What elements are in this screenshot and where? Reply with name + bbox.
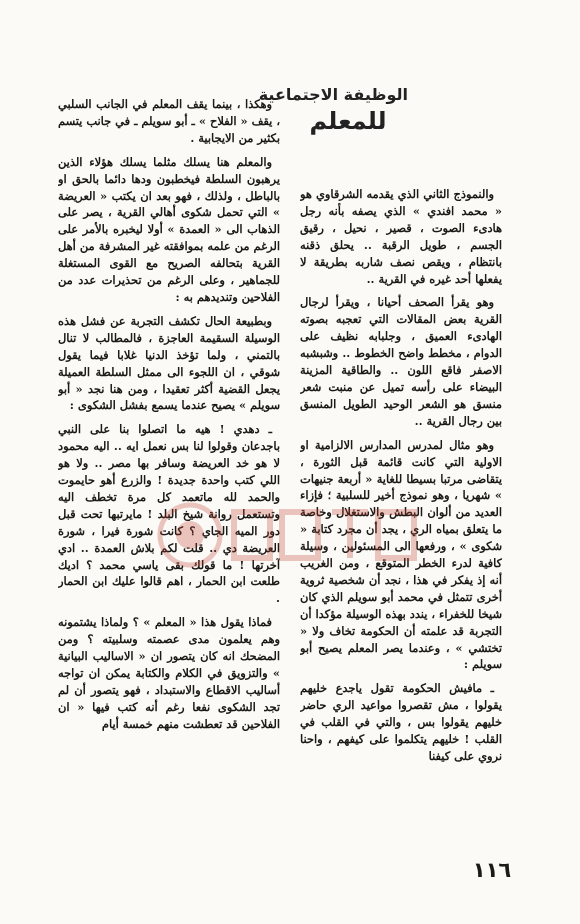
paragraph: وهكذا ، بينما يقف المعلم في الجانب السلبي ، يقف « الفلاح » ـ أبو سويلم ـ في جانب يتسم بكثير من الايجابية . <box>58 97 280 145</box>
paragraph: وبطبيعة الحال تكشف التجربة عن فشل هذه الوسيلة السقيمة العاجزة ، فالمطالب لا تنال بالتمني ، ولما تؤخذ الدنيا غلابا فيما يقول شوقي ، ان اللجوء الى ممثل السلطة العميلة يجعل القضية أكثر تعقيدا ، ومن هنا نجد « أبو سويلم » يصيح عندما يسمع بفشل الشكوى : <box>58 313 280 413</box>
paragraph: ـ دهدي ! هيه ما اتصلوا بنا على النبي باجدعان وقولوا لنا بس نعمل ايه .. اليه محمود لا هو خد العريضة وسافر بها مصر .. ولا هو اللي كتب واحدة جديدة ! والزرع أهو حايموت والحمد لله ماتعمد كل مرة تخطف اليه وتستعمل روانة شيخ البلد ! مايرتبها تحت قبل دور الميه الجاي ؟ كانت شورة فيرا ، شورة العريضة دي .. قلت لكم بلاش العمدة .. ادي آخرتها ! ما قولك بقى ياسي محمد ؟ اديك طلعت ابن الحمار ، اهم قالوا عليك ابن الحمار . <box>58 422 280 606</box>
paragraph: والنموذج الثاني الذي يقدمه الشرقاوي هو « محمد افندي » الذي يصفه بأنه رجل هادىء الصوت ، قصير ، نحيل ، رقيق الجسم ، طويل الرقبة .. يحلق ذقنه بانتظام ، ويقص نصف شاربه بطريقة لا يفعلها أحد غيره في القرية .. <box>300 187 502 286</box>
paragraph: وهو مثال لمدرس المدارس الالزامية او الاولية التي كانت قائمة قبل الثورة ، يتقاضى مرتبا بسيطا للغاية « أربعة جنيهات » شهريا ، وهو نموذج أخير للسلبية ؛ فإزاء العديد من ألوان البطش والاستغلال وخاصة ما يتعلق بمياه الري ، يجد أن مجرد كتابة « شكوى » ، ورفعها الى المسئولين ، وسيلة كافية لدرء الخطر المتوقع ، ومن الغريب أنه إذ يفكر في هذا ، نجد أن شخصية ثروية أخرى تتمثل في محمد أبو سويلم الذي كان شيخا للخفراء ، يندد بهذه الوسيلة مؤكدا أن التجربة قد علمته أن الحكومة تخاف ولا « تختشي » ، وعندما يصر المعلم يصيح أبو سويلم : <box>300 437 502 672</box>
paragraph: والمعلم هنا يسلك مثلما يسلك هؤلاء الذين يرهبون السلطة فيخطبون ودها دائما بالحق او بالباطل ، ولذلك ، فهو بعد ان يكتب « العريضة » التي تحمل شكوى أهالي القرية ، يصر على الذهاب الى « العمدة » أولا ليخبره بالأمر على الرغم من علمه بموافقته غير المشرفة من أهل القرية بتحالفه الصريح مع القوى المستغلة للجماهير ، وعلى الرغم من تحذيرات عدد من الفلاحين وتنديدهم به : <box>58 154 280 304</box>
paragraph: فماذا يقول هذا « المعلم » ؟ ولماذا يشتمونه وهم يعلمون مدى عصمته وسلبيته ؟ ومن المضحك انه كان يتصور ان « الاساليب البيانية » والتزويق في الكلام والكتابة يمكن ان تواجه أساليب الاقطاع والاستبداد ، فهو يتصور أن لم تجد الشكوى نفعا رغم أنه كتب فيها « ان الفلاحين قد تعطشت منهم خمسة أيام <box>58 615 280 731</box>
article-title-line-2: للمعلم <box>309 107 387 135</box>
paragraph: ـ مافيش الحكومة تقول ياجدع خليهم يقولوا ، مش تقصروا مواعيد الري حاضر خليهم يقولوا بس ، والتي في القلب في القلب ! خليهم يتكلموا على كيفهم ، واحنا نروي على كيفنا <box>300 681 502 763</box>
article-title-line-1: الوظيفة الاجتماعية <box>258 85 408 104</box>
page-number: ١١٦ <box>472 858 512 882</box>
article-title <box>258 84 408 136</box>
left-text-column <box>58 96 280 841</box>
paragraph: وهو يقرأ الصحف أحيانا ، ويقرأ لرجال القرية بعض المقالات التي تعجبه بصوته الهادىء العميق ، وجلبابه نظيف على الدوام ، مخطط واضح الخطوط .. وشبشبه الاصفر فاقع اللون .. والطاقية المزينة البيضاء على رأسه تميل عن منبت شعر منسق هو الشعر الوحيد الطويل المنسق بين رجال القرية .. <box>300 295 502 428</box>
right-text-column <box>300 186 502 841</box>
